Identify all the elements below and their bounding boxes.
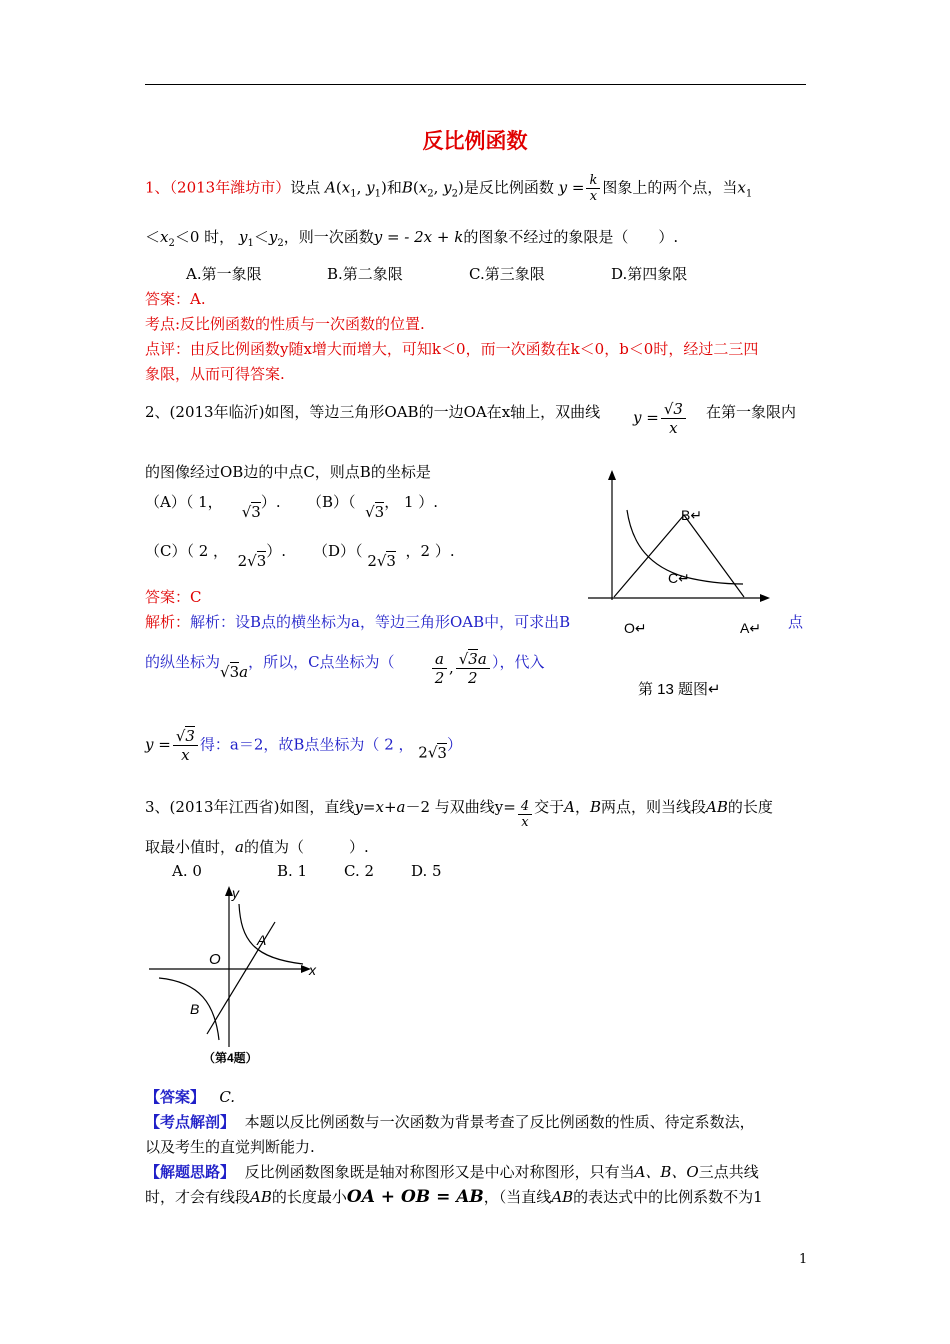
q1-source: 1、（2013年潍坊市） [145,178,291,197]
q1-line1: 1、（2013年潍坊市）设点 $A(x_1$, $y_1$)和$B(x_2$, $y_2$)是反比例函数 y = $\frac{k}{x}$ 图象上的两个点，当$x_1$ [145,173,753,204]
label-x: x [309,962,316,978]
q3-line2: 取最小值时，a的值为（ ）. [145,838,369,856]
q2-line1-end: 在第一象限内 [706,403,797,421]
q1-option-d: D.第四象限 [611,265,688,283]
q2-formula: y = $\frac{√3}{x}$ [633,400,688,437]
q1-fraction-k-over-x: $\frac{k}{x}$ [586,173,600,204]
header-rule [145,84,806,85]
q2-analysis-line2: 的纵坐标为√3a，所以，C点坐标为（ [145,653,395,681]
q2-fraction-sqrt3-over-x: $\frac{√3}{x}$ [661,400,686,437]
q3-think-line1: 【解题思路】 反比例函数图象既是轴对称图形又是中心对称图形，只有当A、B、O三点共线 [145,1163,759,1181]
q1-comment-line2: 象限，从而可得答案. [145,365,285,383]
q1-comment-line1: 点评：由反比例函数y随x增大而增大，可知k＜0，而一次函数在k＜0，b＜0时，经过二三四 [145,340,759,358]
q3-option-b: B. 1 [277,862,308,880]
q3-option-d: D. 5 [411,862,442,880]
q2-option-a: （A）（ 1， √3）. [145,493,281,521]
page-number: 1 [799,1252,808,1267]
q2-c-coordinates: $\frac{a}{2}$ , $\frac{√3a}{2}$ [430,650,492,687]
q3-answer: 【答案】 C. [145,1088,236,1106]
q1-answer: 答案：A. [145,290,206,308]
q3-point-line2: 以及考生的直觉判断能力. [145,1138,315,1156]
q3-line1: 3、(2013年江西省)如图，直线y=x+a－2 与双曲线y= $\frac{4}{x}$ 交于A，B两点，则当线段AB的长度 [145,798,773,830]
figure-caption: （第4题） [203,1051,258,1065]
page-title: 反比例函数 [422,129,528,153]
q3-figure [145,882,330,1067]
label-a: A↵ [740,620,762,636]
q1-option-a: A.第一象限 [186,265,262,283]
q2-analysis-line1-end: 点 [788,613,804,631]
label-o: O↵ [624,620,647,636]
figure-caption: 第 13 题图↵ [638,681,721,698]
q1-option-c: C.第三象限 [469,265,545,283]
q2-line2: 的图像经过OB边的中点C，则点B的坐标是 [145,463,431,481]
label-c: C↵ [668,570,690,586]
q3-point-line1: 【考点解剖】 本题以反比例函数与一次函数为背景考查了反比例函数的性质、待定系数法， [145,1113,755,1131]
label-a: A [257,932,267,948]
q1-option-b: B.第二象限 [327,265,403,283]
q2-answer: 答案：C [145,588,202,606]
label-b: B↵ [681,507,703,523]
hyperbola-branch-1 [239,904,303,964]
q2-option-b: （B）（ √3， 1 ）. [307,493,439,521]
q2-analysis-line1: 解析：解析：设B点的横坐标为a，等边三角形OAB中，可求出B [145,613,571,631]
q3-option-a: A. 0 [172,862,202,880]
y-axis-arrow-icon [608,470,616,480]
q2-line1: 2、(2013年临沂)如图，等边三角形OAB的一边OA在x轴上，双曲线 [145,403,601,421]
q2-option-c: （C）（ 2 ， 2√3）. [145,542,287,570]
q2-figure [580,470,780,710]
q3-think-line2: 时，才会有线段AB的长度最小OA + OB = AB，（当直线AB的表达式中的比例系数不为1 [145,1187,763,1207]
label-o: O [209,951,221,968]
q1-line2: $<x_2<0$ 时， $y_1<y_2$，则一次函数y = - 2x + k的图象不经过的象限是（ ）. [145,228,679,249]
label-y: y [232,885,239,901]
label-b: B [190,1001,200,1017]
q3-option-c: C. 2 [344,862,375,880]
x-axis-arrow-icon [760,594,770,602]
q2-analysis-line3: y = $\frac{√3}{x}$ 得：a＝2，故B点坐标为（ 2 ， 2√3） [145,727,462,764]
q1-point: 考点:反比例函数的性质与一次函数的位置. [145,315,425,333]
q2-analysis-line2-end: ），代入 [492,653,545,671]
hyperbola-branch-2 [159,978,219,1040]
segment-ba [684,515,744,597]
q2-option-d: （D）（ 2√3 ，2 ）. [313,542,455,570]
